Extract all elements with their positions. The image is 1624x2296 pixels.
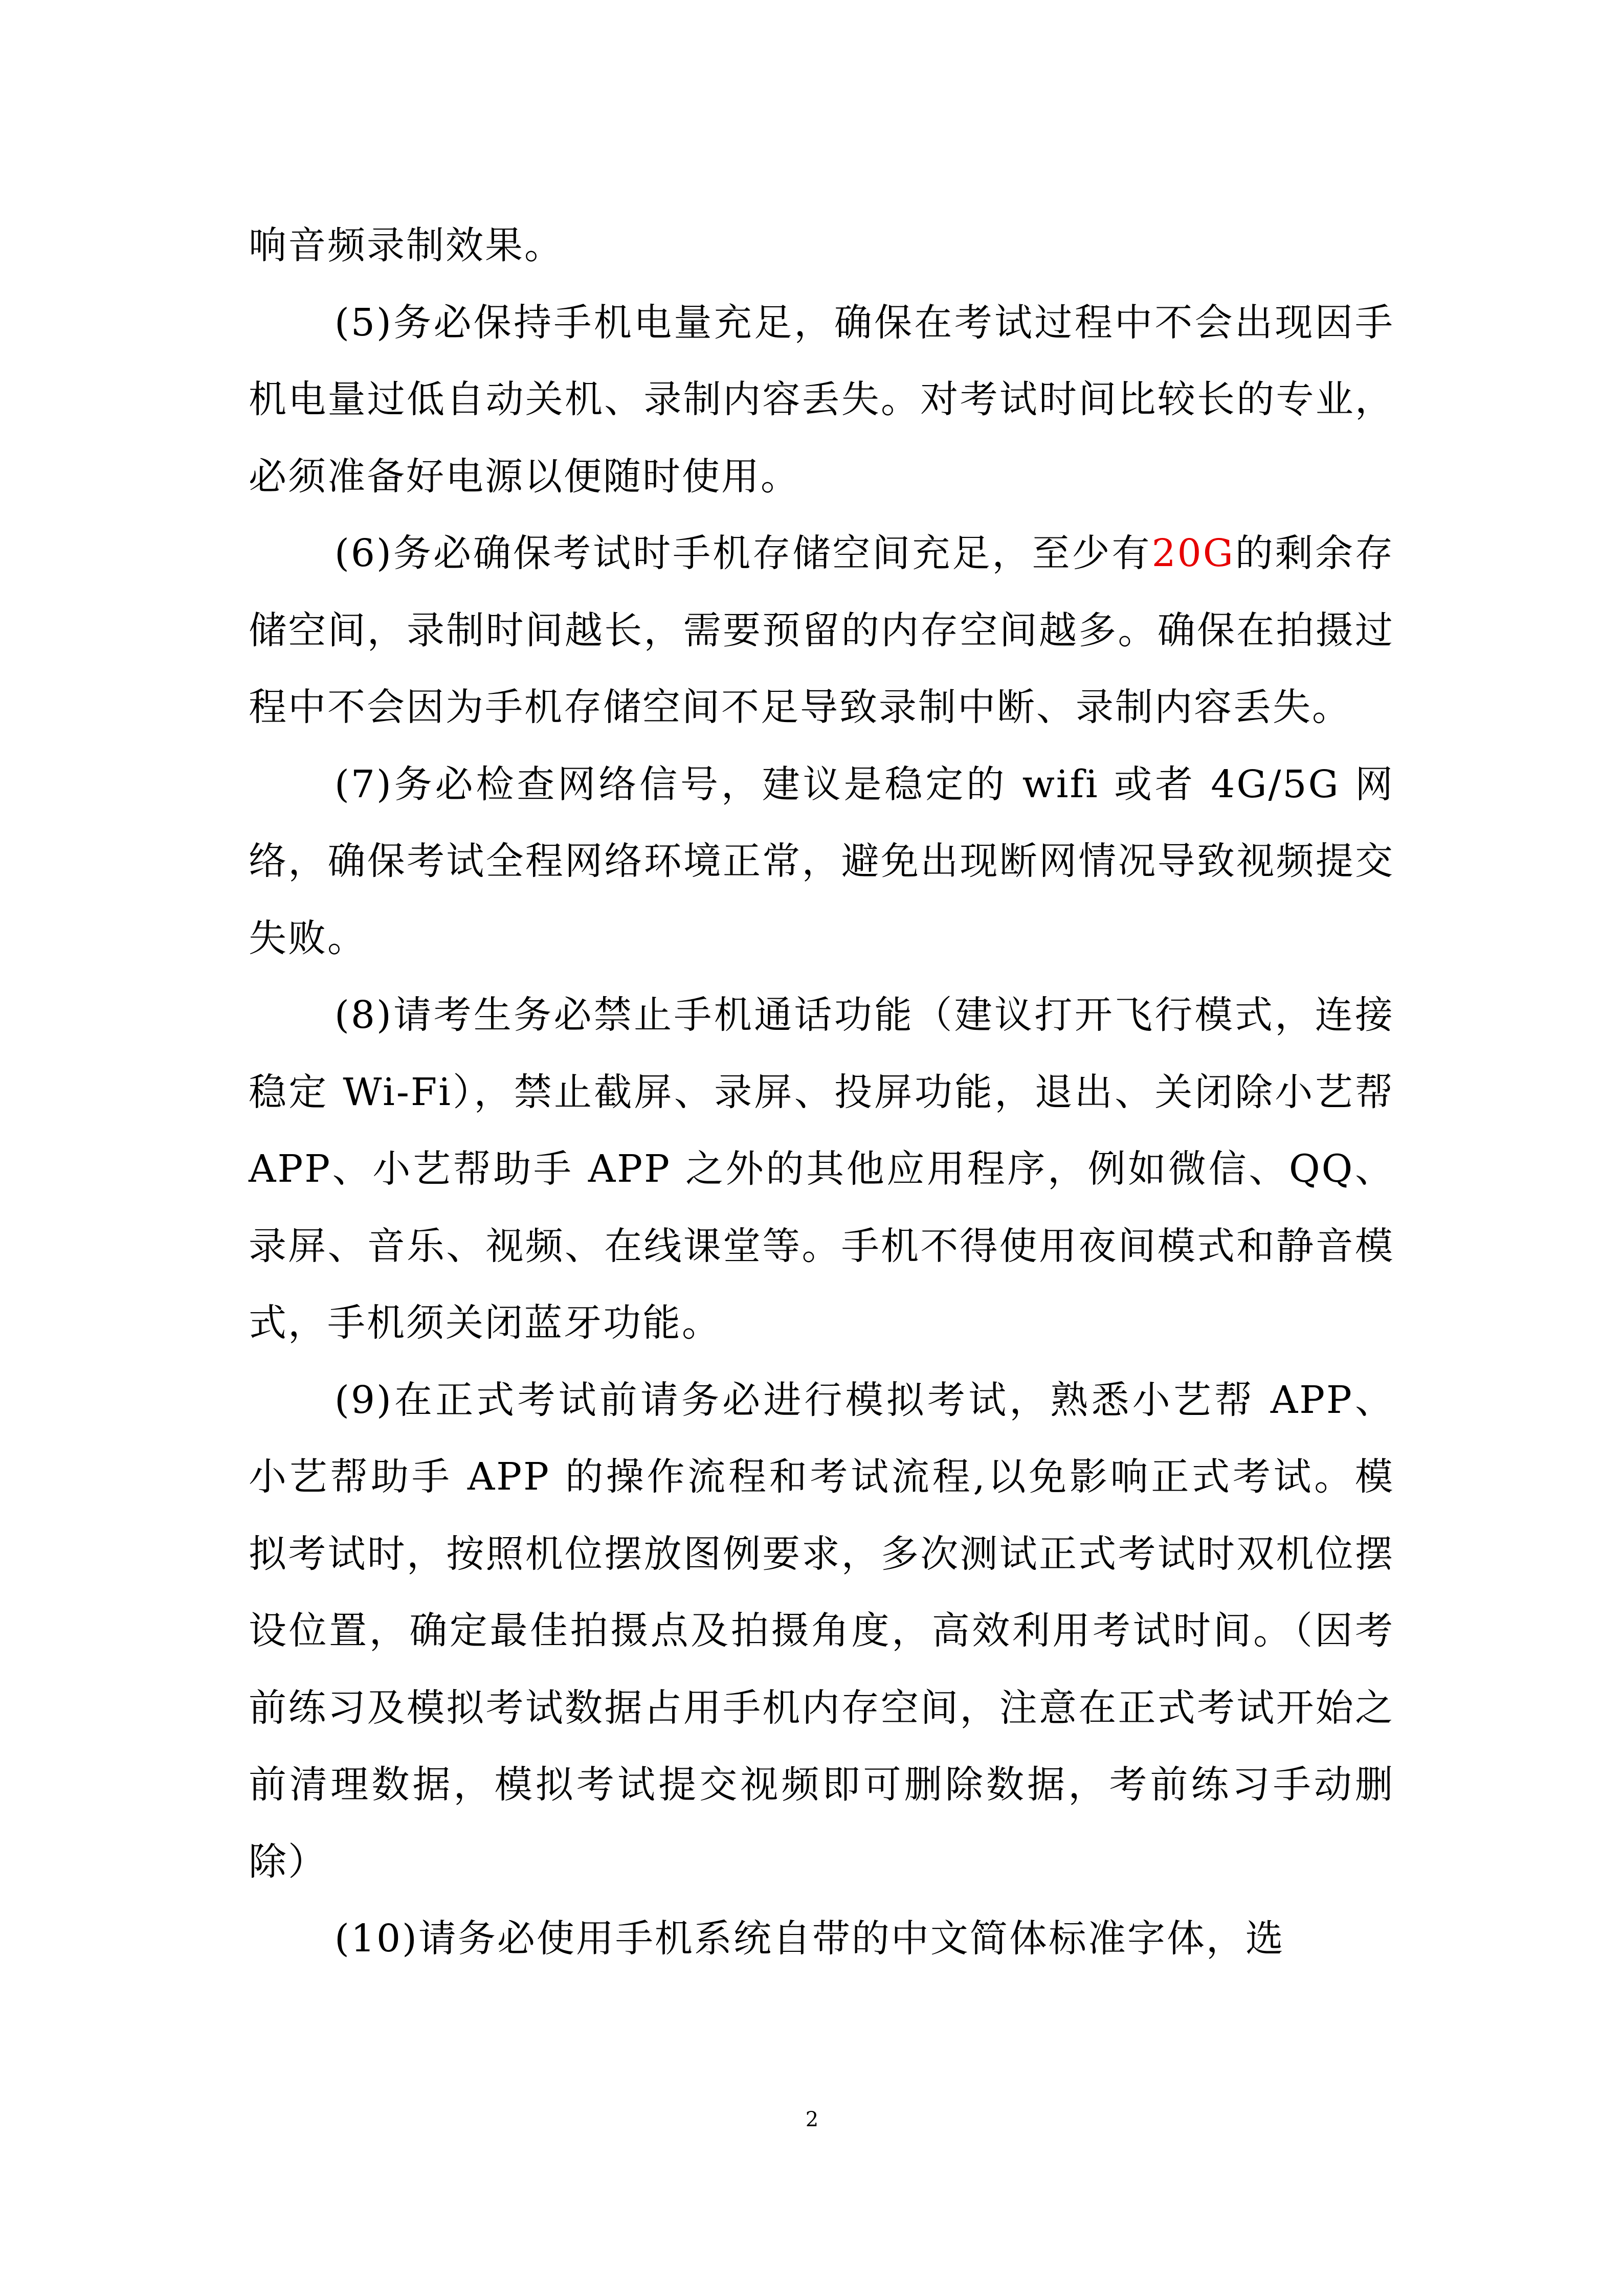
paragraph-text: 响音频录制效果。 [249, 223, 564, 267]
highlighted-storage-amount: 20G [1151, 531, 1235, 575]
paragraph-text: (9)在正式考试前请务必进行模拟考试，熟悉小艺帮 APP、小艺帮助手 APP 的操作流程和考试流程,以免影响正式考试。模拟考试时，按照机位摆放图例要求，多次测试正式考试时双机位摆设位置，确定最佳拍摄点及拍摄角度，高效利用考试时间。（因考前练习及模拟考试数据占用手机内存空间，注意在正式考试开始之前清理数据，模拟考试提交视频即可删除数据，考前练习手动删除） [249, 1378, 1394, 1884]
paragraph-item-5 [249, 284, 1394, 515]
body-text [249, 207, 1394, 1977]
paragraph-item-10 [249, 1900, 1394, 1977]
paragraph-text: 的剩余存储空间，录制时间越长，需要预留的内存空间越多。确保在拍摄过程中不会因为手机存储空间不足导致录制中断、录制内容丢失。 [249, 531, 1394, 729]
paragraph-text: (8)请考生务必禁止手机通话功能（建议打开飞行模式，连接稳定 Wi-Fi），禁止截屏、录屏、投屏功能，退出、关闭除小艺帮 APP、小艺帮助手 APP 之外的其他应用程序，例如微信、QQ、录屏、音乐、视频、在线课堂等。手机不得使用夜间模式和静音模式，手机须关闭蓝牙功能。 [249, 993, 1394, 1345]
paragraph-item-9 [249, 1362, 1394, 1901]
paragraph-text: (10)请务必使用手机系统自带的中文简体标准字体，选 [335, 1917, 1285, 1961]
paragraph-text: (7)务必检查网络信号，建议是稳定的 wifi 或者 4G/5G 网络，确保考试全程网络环境正常，避免出现断网情况导致视频提交失败。 [249, 762, 1394, 960]
page-number: 2 [805, 2108, 819, 2131]
paragraph-item-6 [249, 515, 1394, 746]
paragraph-continuation [249, 207, 1394, 284]
paragraph-item-7 [249, 746, 1394, 977]
paragraph-text: (5)务必保持手机电量充足，确保在考试过程中不会出现因手机电量过低自动关机、录制内容丢失。对考试时间比较长的专业，必须准备好电源以便随时使用。 [249, 300, 1394, 499]
paragraph-item-8 [249, 977, 1394, 1362]
paragraph-text: (6)务必确保考试时手机存储空间充足，至少有 [335, 531, 1152, 575]
